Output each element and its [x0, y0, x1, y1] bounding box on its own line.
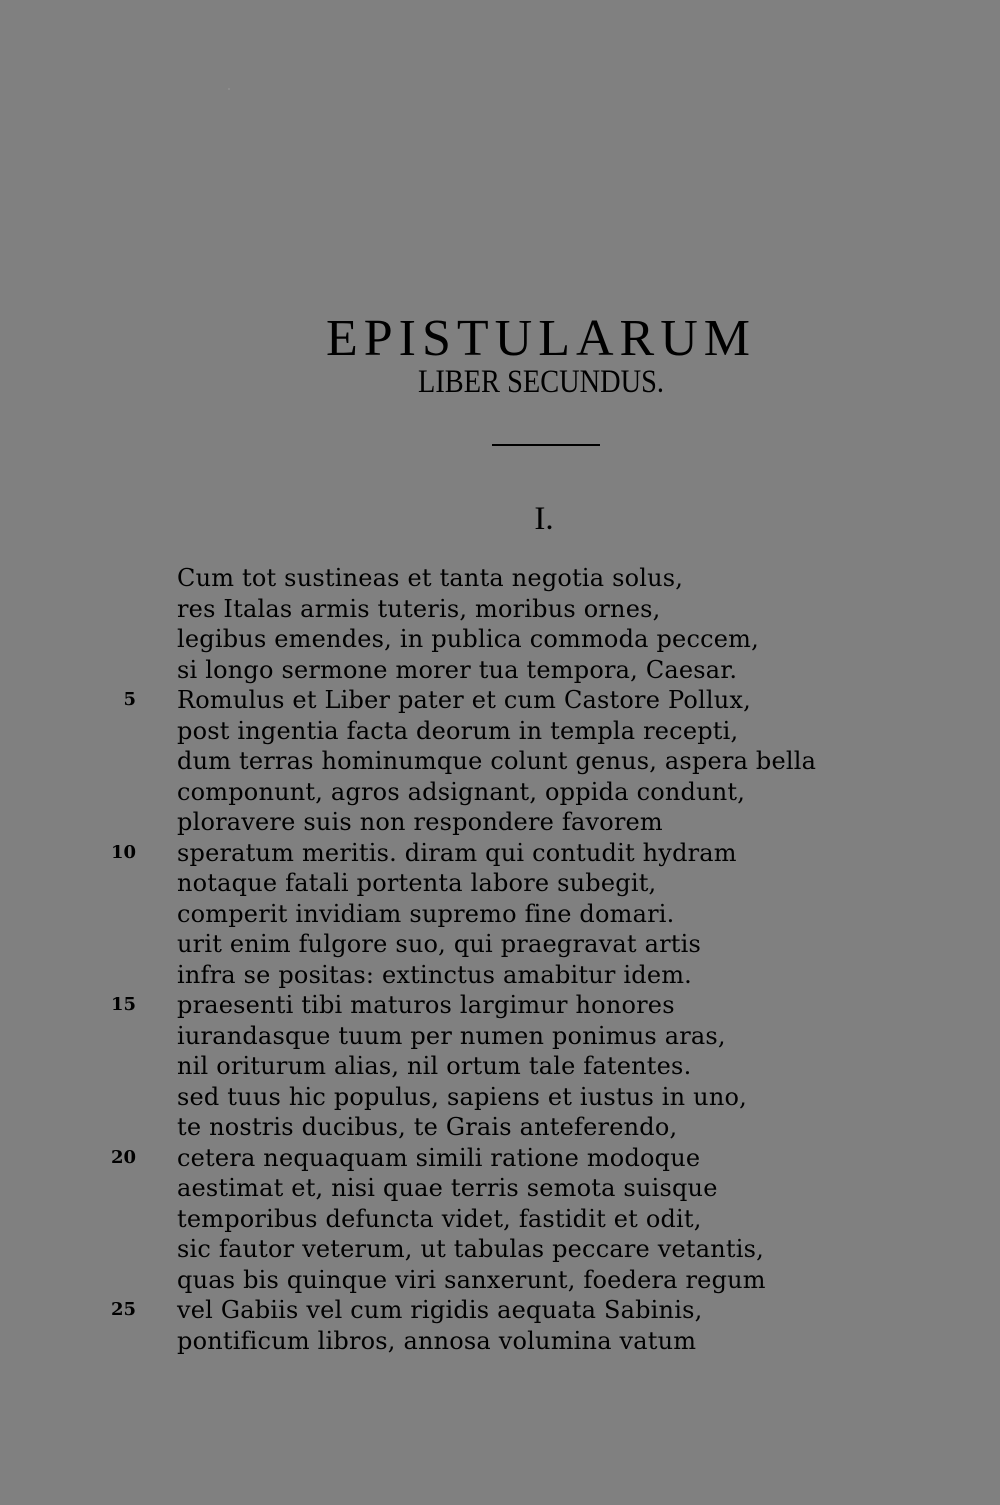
line-text: Cum tot sustineas et tanta negotia solus, [177, 564, 684, 592]
line-text: cetera nequaquam simili ratione modoque [177, 1143, 701, 1172]
poem-line [0, 655, 1000, 686]
poem-line [0, 1021, 1000, 1052]
line-number: 15 [110, 994, 136, 1015]
title-divider [492, 444, 600, 446]
line-text: te nostris ducibus, te Grais anteferendo, [177, 1113, 678, 1141]
poem-line [0, 929, 1000, 960]
poem-line [0, 960, 1000, 991]
line-text: sed tuus hic populus, sapiens et iustus in uno, [177, 1082, 747, 1111]
poem-line [0, 685, 1000, 716]
section-numeral: I. [534, 501, 554, 537]
line-text: temporibus defuncta videt, fastidit et odit, [177, 1204, 702, 1233]
line-text: res Italas armis tuteris, moribus ornes, [177, 594, 661, 623]
line-text: dum terras hominumque colunt genus, aspera bella [177, 747, 817, 775]
line-text: aestimat et, nisi quae terris semota suisque [177, 1174, 718, 1202]
line-number: 20 [110, 1146, 136, 1168]
line-text: urit enim fulgore suo, qui praegravat artis [177, 930, 701, 958]
book-title: EPISTULARUM [325, 309, 757, 367]
poem-line [0, 624, 1000, 655]
poem-line [0, 990, 1000, 1021]
book-subtitle: LIBER SECUNDUS. [418, 364, 664, 400]
line-text: post ingentia facta deorum in templa recepti, [177, 716, 739, 745]
line-text: pontificum libros, annosa volumina vatum [177, 1326, 697, 1355]
line-text: infra se positas: extinctus amabitur idem. [177, 960, 693, 989]
line-text: quas bis quinque viri sanxerunt, foedera regum [177, 1265, 766, 1294]
poem-line [0, 868, 1000, 899]
line-text: vel Gabiis vel cum rigidis aequata Sabinis, [177, 1296, 703, 1324]
poem-line [0, 1234, 1000, 1265]
poem-line [0, 1143, 1000, 1174]
poem-line [0, 1295, 1000, 1326]
poem-line [0, 716, 1000, 747]
line-text: legibus emendes, in publica commoda peccem, [177, 625, 759, 653]
line-text: notaque fatali portenta labore subegit, [177, 869, 657, 897]
poem-line [0, 899, 1000, 930]
line-text: componunt, agros adsignant, oppida condunt, [177, 777, 746, 806]
poem-line [0, 1265, 1000, 1296]
line-text: praesenti tibi maturos largimur honores [177, 991, 675, 1019]
poem-text [0, 563, 1000, 1356]
poem-line [0, 807, 1000, 838]
poem-line [0, 1173, 1000, 1204]
line-text: Romulus et Liber pater et cum Castore Pollux, [177, 686, 751, 714]
line-text: iurandasque tuum per numen ponimus aras, [177, 1021, 726, 1050]
line-number: 25 [110, 1299, 136, 1320]
line-text: nil oriturum alias, nil ortum tale fatentes. [177, 1052, 692, 1080]
poem-line [0, 1204, 1000, 1235]
poem-line [0, 777, 1000, 808]
line-number: 5 [123, 689, 136, 710]
page-speck [228, 88, 230, 90]
line-text: sic fautor veterum, ut tabulas peccare vetantis, [177, 1235, 764, 1263]
line-text: ploravere suis non respondere favorem [177, 808, 663, 836]
poem-line [0, 746, 1000, 777]
line-text: speratum meritis. diram qui contudit hydram [177, 838, 737, 867]
poem-line [0, 1326, 1000, 1357]
poem-line [0, 1112, 1000, 1143]
poem-line [0, 838, 1000, 869]
poem-line [0, 563, 1000, 594]
line-text: comperit invidiam supremo fine domari. [177, 899, 675, 928]
line-number: 10 [110, 841, 136, 863]
poem-line [0, 1051, 1000, 1082]
poem-line [0, 594, 1000, 625]
line-text: si longo sermone morer tua tempora, Caesar. [177, 655, 738, 684]
poem-line [0, 1082, 1000, 1113]
